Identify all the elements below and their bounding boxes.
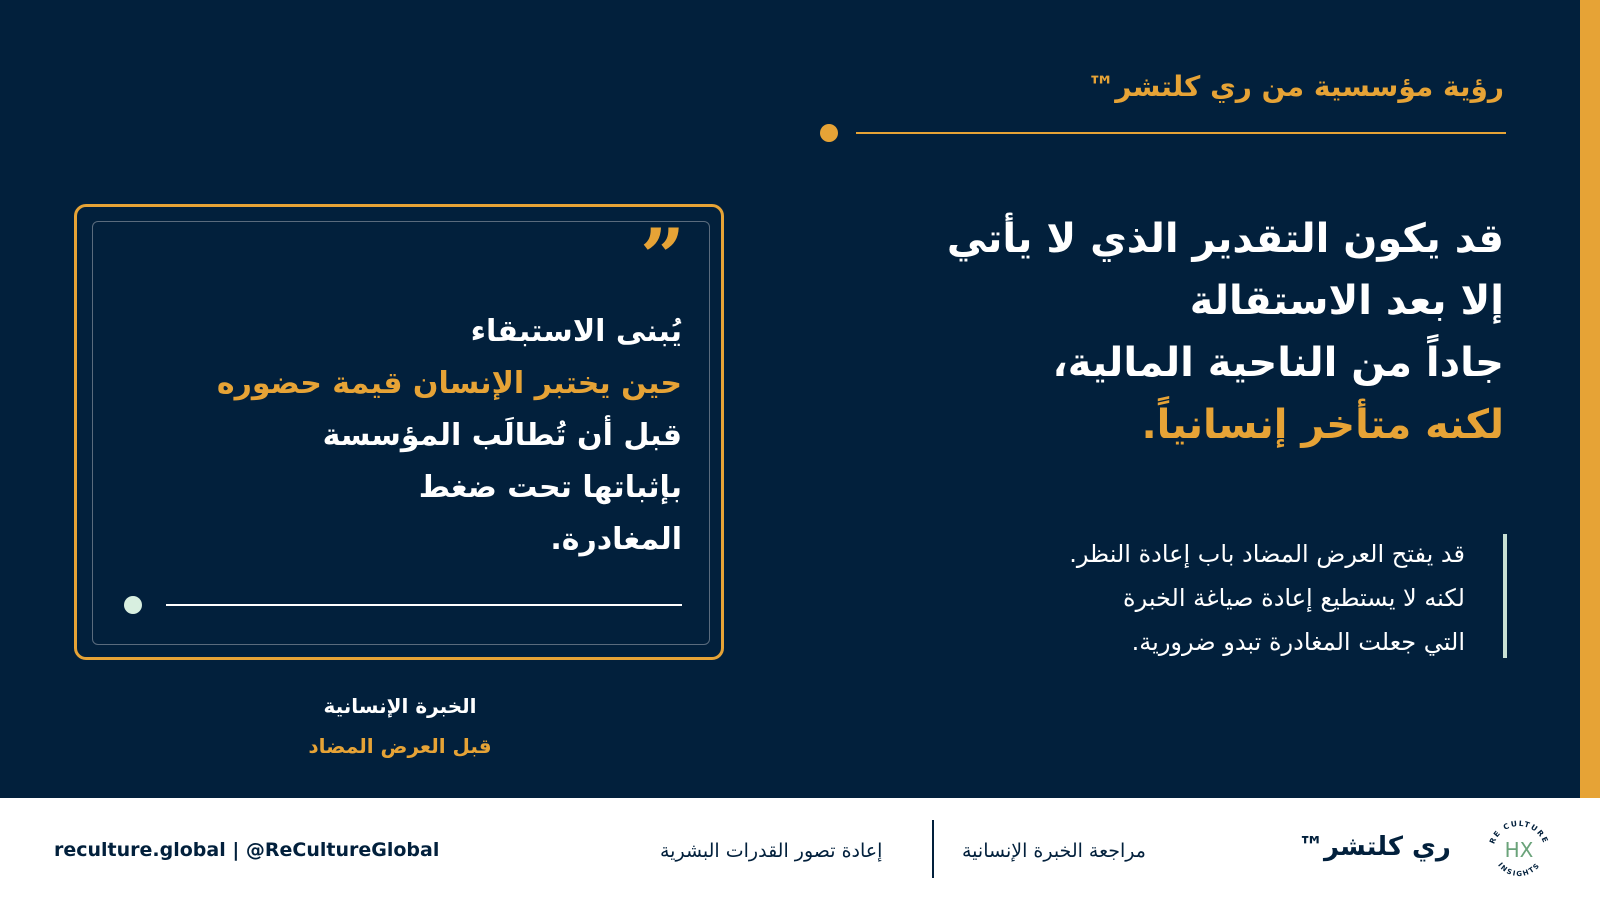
support-line: قد يفتح العرض المضاد باب إعادة النظر. — [1069, 540, 1465, 568]
footer-website-link[interactable]: reculture.global | @ReCultureGlobal — [54, 839, 440, 861]
support-line: التي جعلت المغادرة تبدو ضرورية. — [1131, 628, 1465, 656]
headline-line: إلا بعد الاستقالة — [1189, 278, 1504, 324]
eyebrow-title: رؤية مؤسسية من ري كلتشر™ — [1087, 70, 1504, 103]
footer — [0, 798, 1600, 900]
quote-line: قبل أن تُطالَب المؤسسة — [322, 418, 682, 453]
headline-line: قد يكون التقدير الذي لا يأتي — [946, 216, 1504, 262]
logo-text-bottom: INSIGHTS — [1496, 861, 1542, 879]
reculture-insights-logo-icon — [1484, 814, 1554, 884]
quote-rule-dot — [124, 596, 142, 614]
headline — [947, 208, 1504, 456]
eyebrow-rule — [856, 132, 1506, 134]
quote-line: المغادرة. — [550, 522, 682, 557]
quote-text — [217, 306, 682, 566]
quote-caption-title: الخبرة الإنسانية — [323, 694, 477, 718]
svg-text:INSIGHTS — [1496, 861, 1542, 878]
logo-mark: HX — [1504, 838, 1534, 862]
quote-line: يُبنى الاستبقاء — [470, 314, 682, 349]
headline-line: جاداً من الناحية المالية، — [1052, 340, 1504, 386]
footer-tagline-right: مراجعة الخبرة الإنسانية — [962, 840, 1146, 862]
support-line: لكنه لا يستطيع إعادة صياغة الخبرة — [1123, 584, 1465, 612]
footer-tagline-left: إعادة تصور القدرات البشرية — [660, 840, 883, 862]
quote-caption-subtitle: قبل العرض المضاد — [308, 734, 492, 758]
quote-line-accent: حين يختبر الإنسان قيمة حضوره — [216, 366, 682, 401]
support-text-bar — [1503, 534, 1507, 658]
quote-mark-icon: ” — [640, 212, 685, 303]
logo-text-top: RE CULTURE — [1487, 818, 1551, 846]
accent-strip — [1580, 0, 1600, 798]
eyebrow-rule-dot — [820, 124, 838, 142]
quote-rule — [166, 604, 682, 606]
quote-line: بإثباتها تحت ضغط — [418, 470, 682, 505]
headline-line-accent: لكنه متأخر إنسانياً. — [1141, 402, 1504, 448]
footer-brand-name: ري كلتشر™ — [1298, 832, 1451, 862]
footer-divider — [932, 820, 934, 878]
support-text — [1069, 532, 1465, 664]
